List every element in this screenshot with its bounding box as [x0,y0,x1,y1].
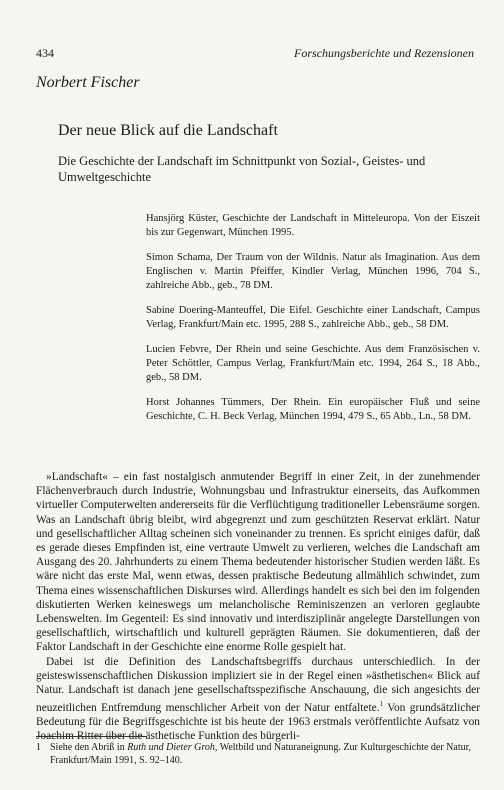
footnote-number: 1 [36,742,41,753]
article-author: Norbert Fischer [36,74,140,91]
reference-item: Hansjörg Küster, Geschichte der Landschaft in Mitteleuropa. Von der Eiszeit bis zur Gegenwart, München 1995. [146,213,480,238]
body-paragraph [36,655,480,744]
footnote-text-end: Weltbild und Naturaneignung. Zur Kulturgeschichte der Natur, Frankfurt/Main 1991, S. 92–140. [50,742,472,766]
article-subtitle: Die Geschichte der Landschaft im Schnittpunkt von Sozial-, Geistes- und Umweltgeschichte [58,154,426,184]
body-paragraph-continuation: Von grundsätzlicher Bedeutung für die Begriffsgeschichte ist bis heute der 1963 erstmals veröffentlichte Aufsatz von Joachim Ritter über die ästhetische Funktion des bürgerli- [36,702,480,743]
page-header [36,46,474,61]
footnote-text: Siehe den Abriß in [50,742,128,753]
reference-item: Horst Johannes Tümmers, Der Rhein. Ein europäischer Fluß und seine Geschichte, C. H. Beck Verlag, München 1994, 479 S., 65 Abb., Ln., 58 DM. [146,397,480,422]
body-paragraph-text: Dabei ist die Definition des Landschaftsbegriffs durchaus unterschiedlich. In der geisteswissenschaftlichen Diskussion impliziert sie in der Regel einen »ästhetischen« Blick auf Natur. Landschaft ist danach jene gesellschaftsspezifische Anschauung, die sich angesichts der neuzeitlichen Entfremdung menschlicher Arbeit von der Natur entfaltete. [36,655,480,715]
reviewed-books-list [146,212,480,435]
reference-item: Sabine Doering-Manteuffel, Die Eifel. Geschichte einer Landschaft, Campus Verlag, Frankfurt/Main etc. 1995, 288 S., zahlreiche Abb., geb., 58 DM. [146,305,480,330]
footnote-reference: 1 [379,700,384,709]
reference-item: Lucien Febvre, Der Rhein und seine Geschichte. Aus dem Französischen v. Peter Schöttler, Campus Verlag, Frankfurt/Main etc. 1994, 264 S., 18 Abb., geb., 58 DM. [146,344,480,383]
footnote-emphasis: Ruth und Dieter Groh, [127,742,218,753]
footnote-divider [36,736,146,737]
reference-item: Simon Schama, Der Traum von der Wildnis. Natur als Imagination. Aus dem Englischen v. Martin Pfeiffer, Kindler Verlag, München 1996, 704 S., zahlreiche Abb., geb., 78 DM. [146,252,480,291]
article-body [36,470,480,744]
footnote [36,741,480,767]
page-number: 434 [36,46,54,60]
running-head: Forschungsberichte und Rezensionen [294,46,474,60]
body-paragraph: »Landschaft« – ein fast nostalgisch anmutender Begriff in einer Zeit, in der zunehmender Flächenverbrauch durch Industrie, Wohnungsbau und Infrastruktur einerseits, das Aufkommen virtueller Computerwelten andererseits für die Verflüchtigung traditioneller Lebensräume sorgen. Was an Landschaft übrig bleibt, wird abgegrenzt und zum geschützten Reservat erklärt. Natur und gesellschaftlicher Alltag scheinen sich voneinander zu trennen. Es spricht einiges dafür, daß es gerade dieses Empfinden ist, eine vertraute Umwelt zu verlieren, welches die Landschaft am Ausgang des 20. Jahrhunderts zu einem Thema bedeutender historischer Studien werden läßt. Es wäre nicht das erste Mal, wenn etwas, dessen praktische Bedeutung allmählich schwindet, zum Thema eines wissenschaftlichen Diskurses wird. Allerdings handelt es sich bei den im folgenden diskutierten Werken keineswegs um melancholische Reminiszenzen an verloren geglaubte Lebenswelten. Im Gegenteil: Es sind innovativ und interdisziplinär angelegte Darstellungen von gesellschaftlich, wirtschaftlich und kulturell geprägten Räumen. Sie dokumentieren, daß der Faktor Landschaft in der Geschichte eine enorme Rolle gespielt hat. [36,471,480,654]
article-title: Der neue Blick auf die Landschaft [58,122,278,139]
